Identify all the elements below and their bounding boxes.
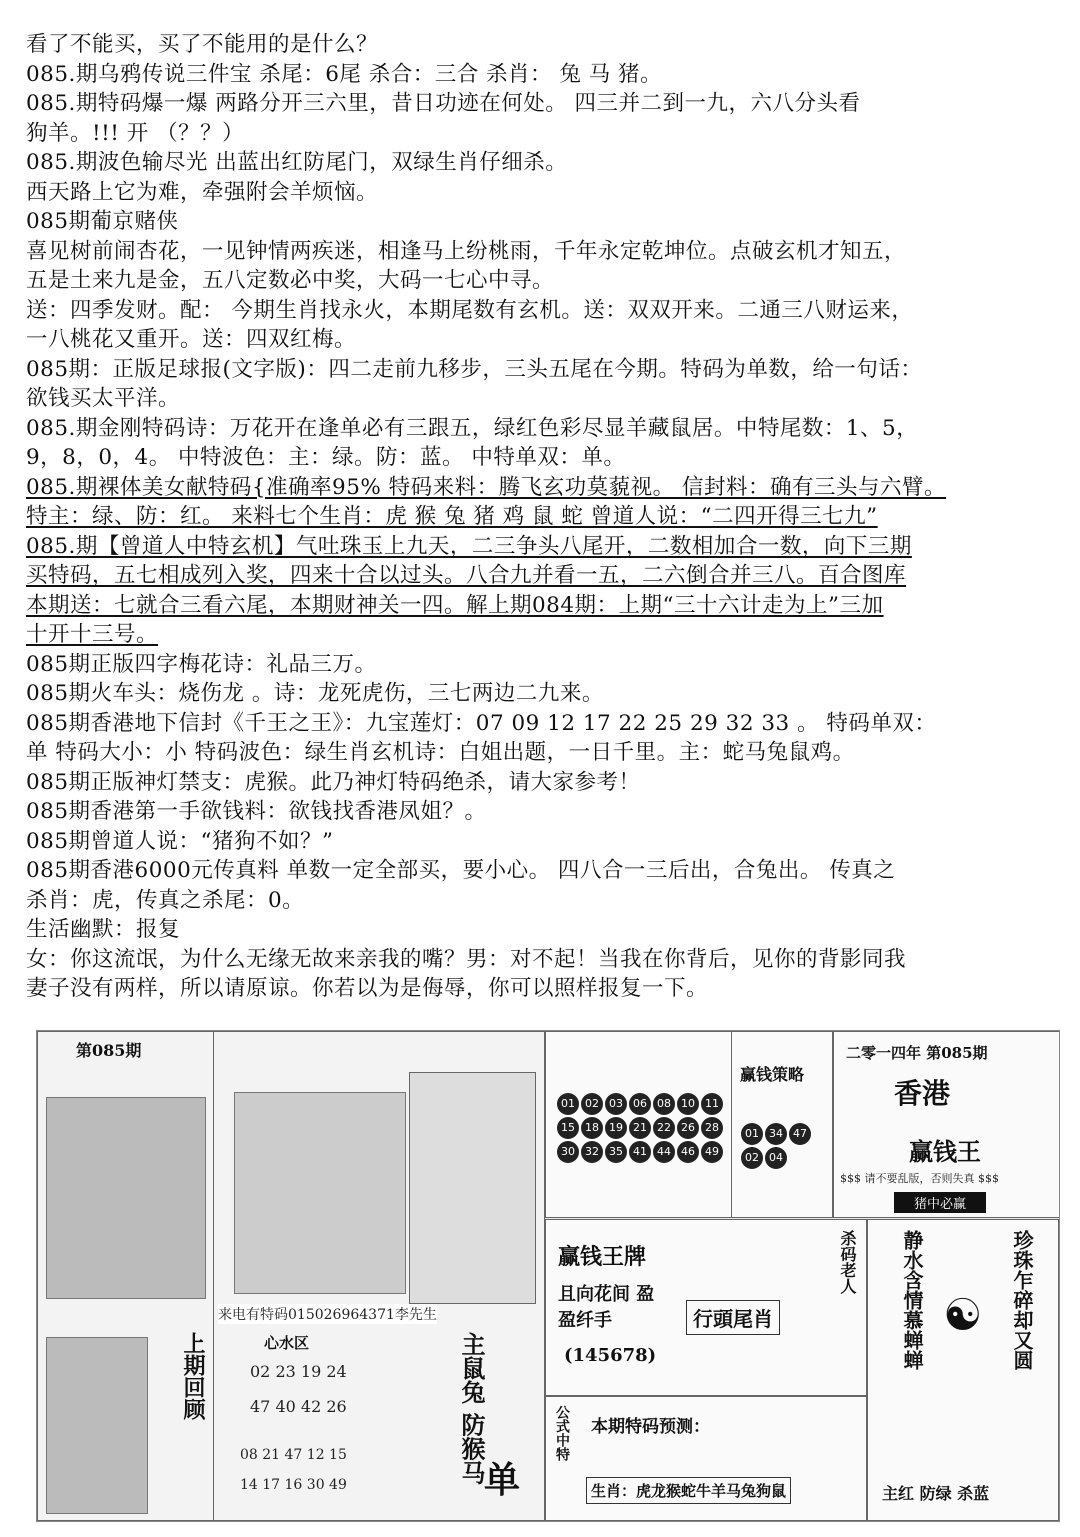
text-line: 狗羊。!!! 开 （？？） bbox=[26, 120, 245, 146]
number-ball: 06 bbox=[629, 1093, 651, 1115]
taiji-icon: ☯ bbox=[943, 1290, 983, 1341]
text-line: 看了不能买，买了不能用的是什么？ bbox=[26, 32, 379, 57]
xianggang-label: 香港 bbox=[894, 1077, 951, 1110]
shengxiao-label: 生肖：虎龙猴蛇牛羊马兔狗鼠 bbox=[586, 1477, 791, 1504]
shang-qi-label: 上期回顾 bbox=[180, 1332, 206, 1420]
number-ball: 30 bbox=[557, 1141, 579, 1163]
forecast-panel bbox=[545, 1396, 867, 1521]
text-line: 085期正版四字梅花诗：礼品三万。 bbox=[26, 651, 377, 677]
text-line: 西天路上它为难，牵强附会羊烦恼。 bbox=[26, 179, 379, 205]
warning-label: $$$ 请不要乱版，否则失真 $$$ bbox=[840, 1172, 999, 1185]
text-line: 085期：正版足球报(文字版)：四二走前九移步，三头五尾在今期。特码为单数，给一句话： bbox=[26, 356, 923, 382]
text-block bbox=[26, 30, 1056, 1004]
small-balls bbox=[740, 1122, 825, 1170]
ship-image bbox=[234, 1092, 406, 1294]
text-line: 女：你这流氓，为什么无缘无故来亲我的嘴？男：对不起！当我在你背后，见你的背影同我 bbox=[26, 946, 907, 972]
year-issue-label: 二零一四年 第085期 bbox=[846, 1044, 988, 1062]
number-ball: 28 bbox=[701, 1117, 723, 1139]
text-line: 五是土来九是金，五八定数必中奖，大码一七心中寻。 bbox=[26, 268, 555, 293]
number-ball: 11 bbox=[701, 1093, 723, 1115]
text-line: 一八桃花又重开。送：四双红梅。 bbox=[26, 327, 357, 352]
text-line: 085期曾道人说：“猪狗不如？” bbox=[26, 828, 334, 854]
text-line: 喜见树前闹杏花，一见钟情两疾迷，相逢马上纷桃雨，千年永定乾坤位。点破玄机才知五， bbox=[26, 238, 907, 264]
heart-numbers-2: 47 40 42 26 bbox=[250, 1397, 347, 1416]
number-ball: 22 bbox=[653, 1117, 675, 1139]
bottom-numbers-2: 14 17 16 30 49 bbox=[240, 1477, 347, 1493]
text-line: 生活幽默：报复 bbox=[26, 917, 181, 942]
text-line: 085.期金刚特码诗：万花开在逢单必有三跟五，绿红色彩尽显羊藏鼠居。中特尾数：1、5， bbox=[26, 415, 919, 441]
text-line: 085期正版神灯禁支：虎猴。此乃神灯特码绝杀，请大家参考！ bbox=[26, 769, 641, 795]
number-ball: 08 bbox=[653, 1093, 675, 1115]
text-line: 单 特码大小：小 特码波色：绿生肖玄机诗：白姐出题，一日千里。主：蛇马兔鼠鸡。 bbox=[26, 740, 855, 765]
xing-tou-label: 行頭尾肖 bbox=[686, 1300, 780, 1335]
hk-panel bbox=[833, 1031, 1060, 1218]
text-line: 085期香港第一手欲钱料：欲钱找香港凤姐？。 bbox=[26, 799, 487, 824]
text-line: 送：四季发财。配： 今期生肖找永火，本期尾数有玄机。送：双双开来。二通三八财运来， bbox=[26, 297, 914, 323]
ying-qian-wang-pai-label: 赢钱王牌 bbox=[558, 1244, 647, 1270]
number-ball: 15 bbox=[557, 1117, 579, 1139]
number-ball: 21 bbox=[629, 1117, 651, 1139]
phone-note: 来电有特码015026964371李先生 bbox=[218, 1304, 437, 1324]
heart-numbers-1: 02 23 19 24 bbox=[250, 1362, 347, 1381]
wang-pai-panel bbox=[545, 1219, 867, 1396]
bottom-numbers-1: 08 21 47 12 15 bbox=[240, 1447, 347, 1463]
zhu-hong-label: 主红 防绿 杀蓝 bbox=[882, 1484, 990, 1503]
number-ball: 02 bbox=[581, 1093, 603, 1115]
text-line: 买特码，五七相成列入奖，四来十合以过头。八合九并看一五，二六倒合并三八。百合图库 bbox=[26, 563, 907, 588]
ying-qian-wang-label: 赢钱王 bbox=[909, 1137, 981, 1166]
text-line: 妻子没有两样，所以请原谅。你若以为是侮辱，你可以照样报复一下。 bbox=[26, 976, 709, 1001]
number-ball: 46 bbox=[677, 1141, 699, 1163]
number-ball: 49 bbox=[701, 1141, 723, 1163]
text-line: 欲钱买太平洋。 bbox=[26, 386, 181, 411]
number-ball: 44 bbox=[653, 1141, 675, 1163]
text-line: 085.期特码爆一爆 两路分开三六里，昔日功迹在何处。 四三并二到一九，六八分头看 bbox=[26, 91, 861, 116]
gong-shi-label: 公式中特 bbox=[554, 1405, 570, 1461]
text-line: 085.期【曾道人中特玄机】气吐珠玉上九天，二三争头八尾开，二数相加合一数，向下三期 bbox=[26, 533, 912, 559]
text-line: 特主：绿、防：红。 来料七个生肖：虎 猴 兔 猪 鸡 鼠 蛇 曾道人说：“二四开得三七九” bbox=[26, 504, 878, 529]
number-ball: 01 bbox=[741, 1123, 763, 1145]
text-line: 9，8，0，4。 中特波色：主：绿。防：蓝。 中特单双：单。 bbox=[26, 445, 626, 470]
strategy-panel bbox=[731, 1031, 833, 1218]
yellow-box bbox=[409, 1072, 536, 1304]
number-ball: 32 bbox=[581, 1141, 603, 1163]
text-line: 085期葡京赌侠 bbox=[26, 209, 179, 234]
code-label: (145678) bbox=[564, 1345, 657, 1366]
sha-ma-label: 杀码老人 bbox=[838, 1230, 857, 1294]
painting-top bbox=[46, 1097, 206, 1299]
text-line: 085期火车头：烧伤龙 。诗：龙死虎伤，三七两边二九来。 bbox=[26, 681, 604, 706]
text-line: 085.期波色输尽光 出蓝出红防尾门，双绿生肖仔细杀。 bbox=[26, 150, 568, 175]
text-line: 085.期裸体美女献特码{准确率95% 特码来料：腾飞玄功莫藐视。 信封料：确有三头与六臂。 bbox=[26, 474, 947, 500]
number-ball: 35 bbox=[605, 1141, 627, 1163]
yin-qian-label: 赢钱策略 bbox=[740, 1065, 805, 1084]
middle-panel bbox=[213, 1031, 545, 1521]
zhu-zhong-label: 猪中必赢 bbox=[894, 1192, 986, 1213]
number-ball: 10 bbox=[677, 1093, 699, 1115]
text-line: 085期香港地下信封《千王之王》：九宝莲灯：07 09 12 17 22 25 29 32 33 。 特码单双： bbox=[26, 710, 937, 736]
ball-grid bbox=[556, 1092, 726, 1164]
number-ball: 18 bbox=[581, 1117, 603, 1139]
text-line: 085期香港6000元传真料 单数一定全部买，要小心。 四八合一三后出，合兔出。 传真之 bbox=[26, 858, 896, 883]
number-ball: 26 bbox=[677, 1117, 699, 1139]
zhu-fang-label: 主鼠兔 防猴马 bbox=[457, 1332, 486, 1485]
painting-bottom bbox=[46, 1337, 148, 1514]
issue-label-left: 第085期 bbox=[76, 1041, 142, 1060]
number-ball: 03 bbox=[605, 1093, 627, 1115]
left-panel bbox=[37, 1031, 214, 1521]
zhu-sha-label: 珍珠乍碎却又圆 bbox=[1010, 1230, 1034, 1370]
number-ball: 01 bbox=[557, 1093, 579, 1115]
text-line: 本期送：七就合三看六尾，本期财神关一四。解上期084期：上期“三十六计走为上”三加 bbox=[26, 592, 884, 618]
poem-label: 且向花间 盈盈纤手 bbox=[558, 1284, 655, 1331]
text-line: 杀肖：虎，传真之杀尾：0。 bbox=[26, 887, 305, 913]
yuce-label: 本期特码预测： bbox=[591, 1417, 710, 1437]
number-ball: 04 bbox=[765, 1147, 787, 1169]
dan-label: 单 bbox=[484, 1459, 521, 1501]
jing-shui-label: 静水含情慕蝉蝉 bbox=[900, 1230, 924, 1370]
heart-title: 心水区 bbox=[264, 1334, 310, 1352]
taiji-panel bbox=[867, 1219, 1059, 1521]
newspaper-collage bbox=[36, 1030, 1060, 1522]
text-line: 085.期乌鸦传说三件宝 杀尾：6尾 杀合：三合 杀肖： 兔 马 猪。 bbox=[26, 61, 663, 87]
number-ball: 41 bbox=[629, 1141, 651, 1163]
text-line: 十开十三号。 bbox=[26, 622, 159, 647]
number-ball: 02 bbox=[741, 1147, 763, 1169]
number-ball: 19 bbox=[605, 1117, 627, 1139]
ball-panel bbox=[545, 1031, 732, 1218]
number-ball: 34 bbox=[765, 1123, 787, 1145]
number-ball: 47 bbox=[789, 1123, 811, 1145]
